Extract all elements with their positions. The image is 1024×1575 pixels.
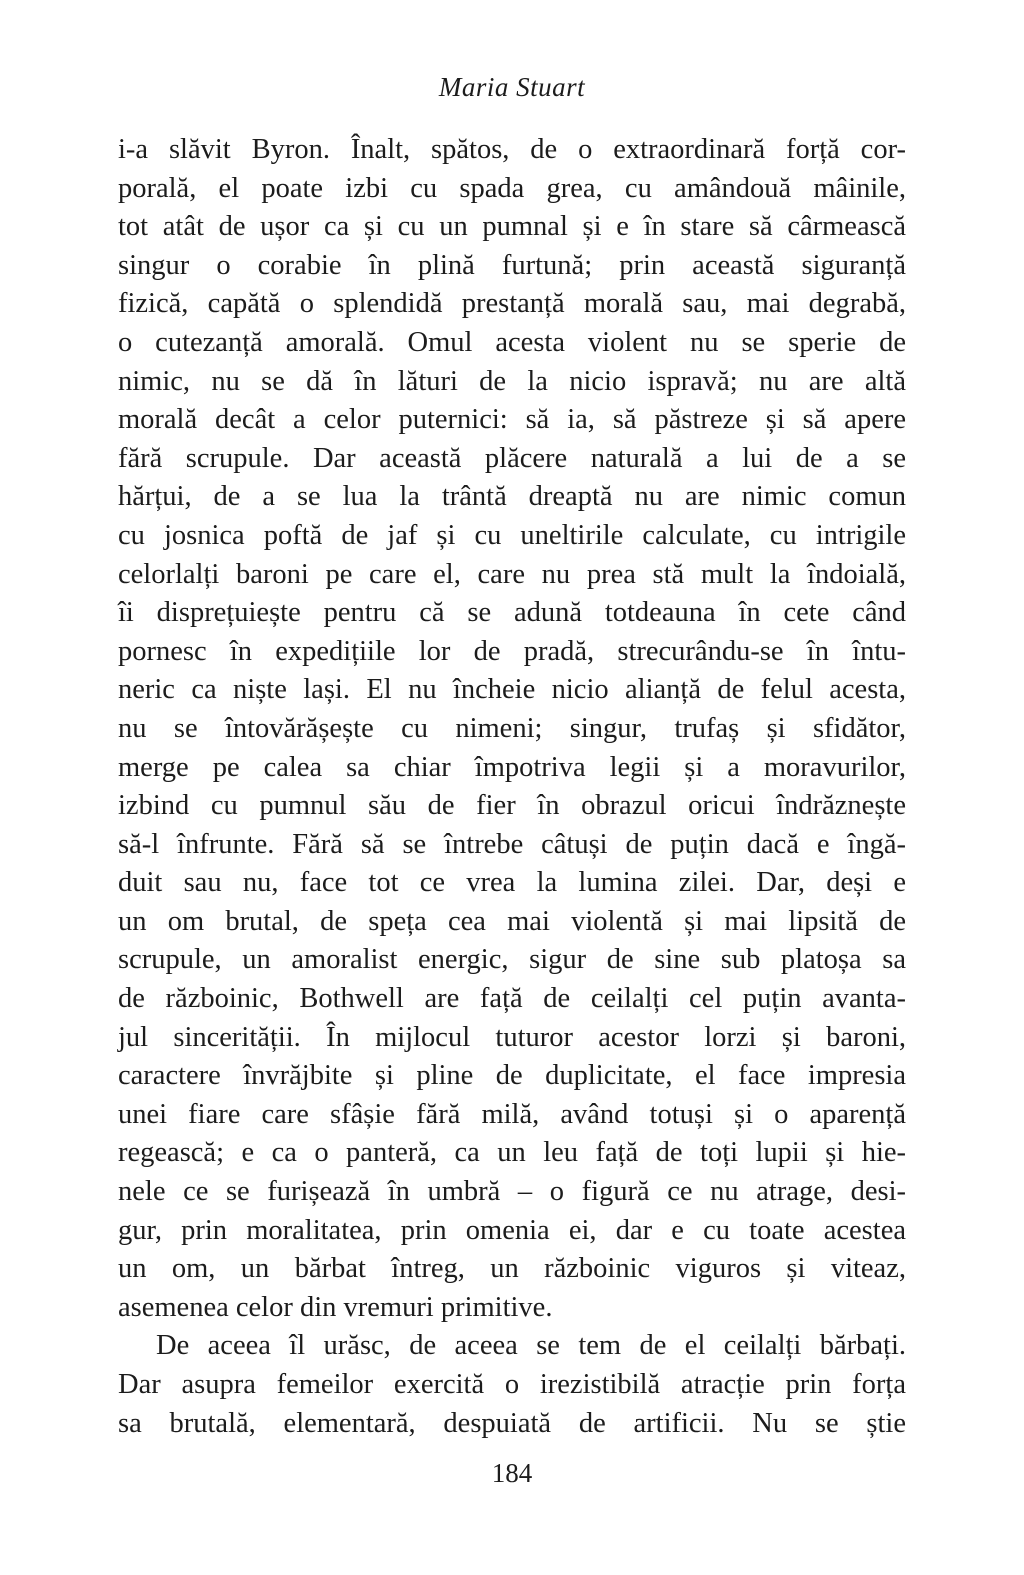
text-line: caractere învrăjbite și pline de duplicitate, el face impresia (118, 1060, 906, 1092)
text-line: unei fiare care sfâșie fără milă, având totuși și o aparență (118, 1098, 906, 1130)
text-line: să-l înfrunte. Fără să se întrebe câtuși de puțin dacă e îngă- (118, 828, 906, 860)
text-line: tot atât de ușor ca și cu un pumnal și e în stare să cârmească (118, 211, 906, 243)
text-line: îi disprețuiește pentru că se adună totdeauna în cete când (118, 597, 906, 629)
text-line: nimic, nu se dă în lături de la nicio ispravă; nu are altă (118, 365, 906, 397)
text-line: asemenea celor din vremuri primitive. (118, 1291, 553, 1323)
text-line: pornesc în expedițiile lor de pradă, strecurându-se în întu- (118, 635, 906, 667)
text-line: scrupule, un amoralist energic, sigur de sine sub platoșa sa (118, 944, 906, 976)
text-line: de războinic, Bothwell are față de ceilalți cel puțin avanta- (118, 983, 906, 1015)
text-line: i-a slăvit Byron. Înalt, spătos, de o extraordinară forță cor- (118, 134, 906, 165)
text-line: fizică, capătă o splendidă prestanță morală sau, mai degrabă, (118, 288, 906, 320)
text-line: duit sau nu, face tot ce vrea la lumina zilei. Dar, deși e (118, 867, 906, 899)
page-number: 184 (491, 1458, 533, 1488)
text-line: izbind cu pumnul său de fier în obrazul oricui îndrăznește (118, 790, 906, 822)
text-line: celorlalți baroni pe care el, care nu prea stă mult la îndoială, (118, 558, 906, 590)
text-line: o cutezanță amorală. Omul acesta violent nu se sperie de (118, 326, 906, 358)
text-line: un om, un bărbat întreg, un războinic viguros și viteaz, (118, 1253, 906, 1285)
text-line: cu josnica poftă de jaf și cu uneltirile calculate, cu intrigile (118, 519, 906, 551)
text-line: morală decât a celor puternici: să ia, să păstreze și să apere (118, 404, 906, 436)
text-line: fără scrupule. Dar această plăcere naturală a lui de a se (118, 442, 906, 474)
text-line: gur, prin moralitatea, prin omenia ei, dar e cu toate acestea (118, 1214, 906, 1246)
text-line: regească; e ca o panteră, ca un leu față de toți lupii și hie- (118, 1137, 906, 1169)
text-line: porală, el poate izbi cu spada grea, cu amândouă mâinile, (118, 172, 906, 204)
running-header: Maria Stuart (438, 72, 586, 102)
text-line: hărțui, de a se lua la trântă dreaptă nu are nimic comun (118, 481, 906, 513)
text-line: jul sincerității. În mijlocul tuturor acestor lorzi și baroni, (118, 1021, 906, 1053)
text-line: De aceea îl urăsc, de aceea se tem de el ceilalți bărbați. (156, 1330, 906, 1362)
text-line: neric ca niște lași. El nu încheie nicio alianță de felul acesta, (118, 674, 906, 706)
text-line: sa brutală, elementară, despuiată de artificii. Nu se știe (118, 1407, 906, 1439)
text-line: nu se întovărășește cu nimeni; singur, trufaș și sfidător, (118, 712, 906, 744)
text-line: merge pe calea sa chiar împotriva legii și a moravurilor, (118, 751, 906, 783)
text-line: nele ce se furișează în umbră – o figură ce nu atrage, desi- (118, 1176, 906, 1208)
text-block (118, 131, 906, 1443)
text-line: singur o corabie în plină furtună; prin această siguranță (118, 249, 906, 281)
text-line: un om brutal, de speța cea mai violentă și mai lipsită de (118, 905, 906, 937)
text-line: Dar asupra femeilor exercită o irezistibilă atracție prin forța (118, 1369, 906, 1400)
